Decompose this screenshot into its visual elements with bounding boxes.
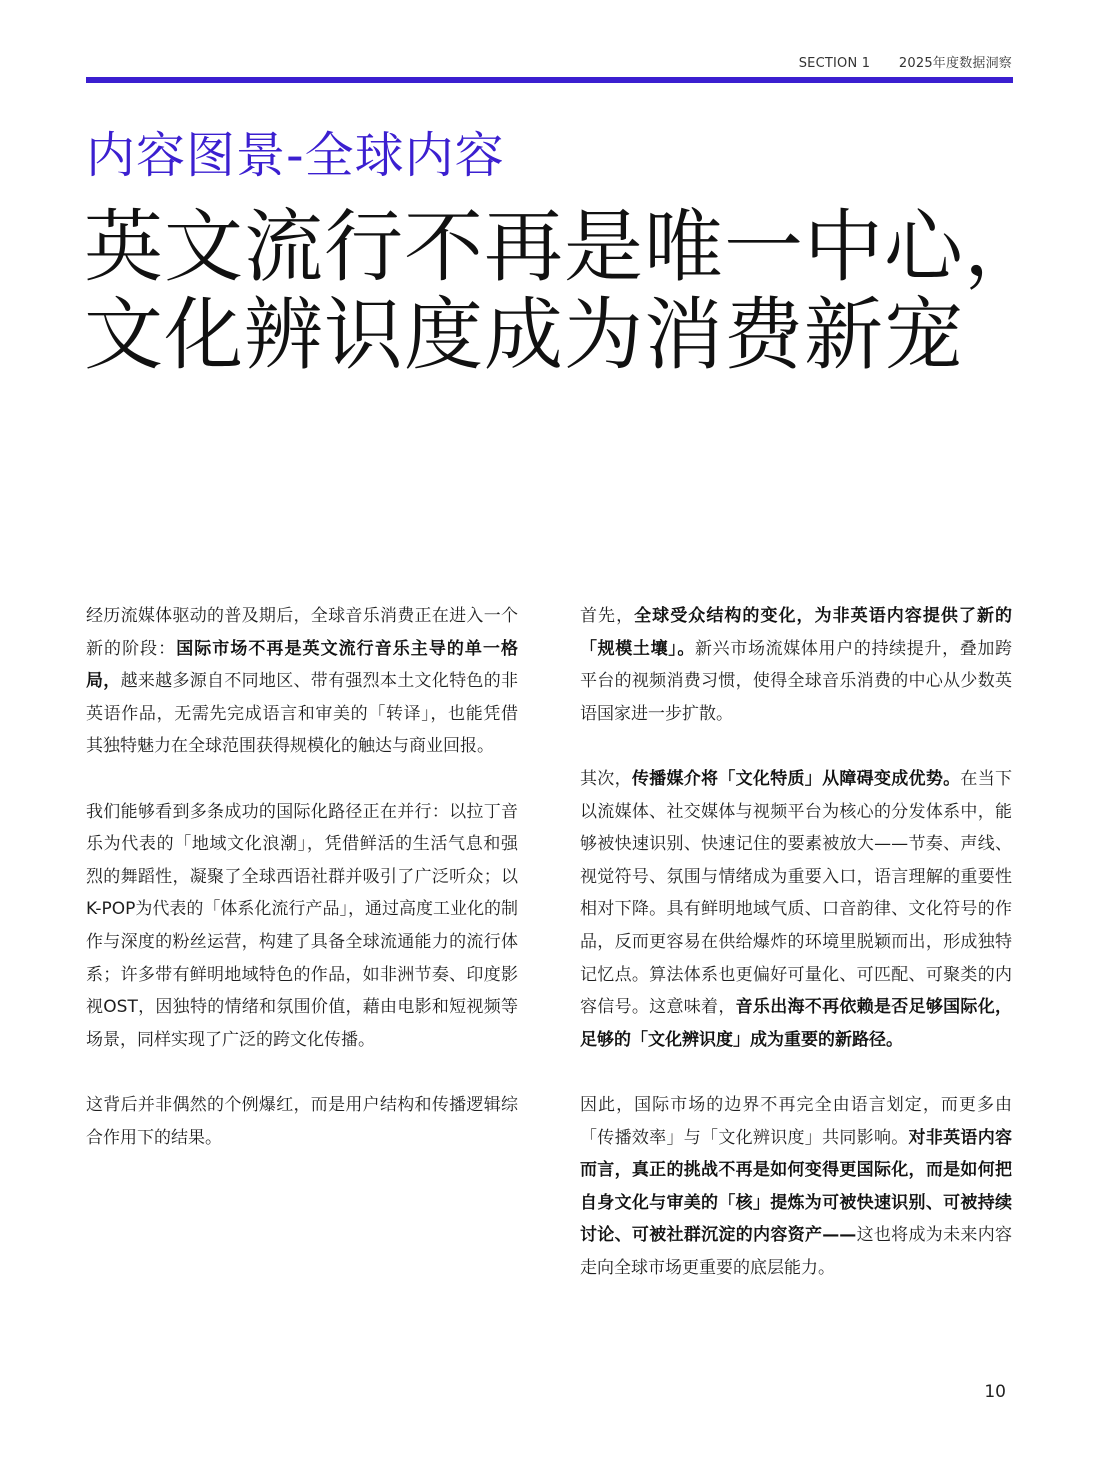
bold-text: 国际市场不再是英文流行音乐主导的单一格局，: [86, 638, 519, 692]
left-column: [86, 600, 518, 1187]
paragraph: [86, 600, 518, 763]
bold-text: 对非英语内容而言，真正的挑战不再是如何变得更国际化，而是如何把自身文化与审美的「核」提炼为可被快速识别、可被持续讨论、可被社群沉淀的内容资产——: [580, 1127, 1013, 1246]
page-header: [799, 52, 1012, 71]
body-text: 因此，国际市场的边界不再完全由语言划定，而更多由「传播效率」与「文化辨识度」共同影响。: [580, 1094, 1012, 1148]
body-text: 这也将成为未来内容走向全球市场更重要的底层能力。: [580, 1225, 1013, 1278]
body-text: 在当下以流媒体、社交媒体与视频平台为核心的分发体系中，能够被快速识别、快速记住的要素被放大——节奏、声线、视觉符号、氛围与情绪成为重要入口，语言理解的重要性相对下降。具有鲜明地域气质、口音韵律、文化符号的作品，反而更容易在供给爆炸的环境里脱颖而出，形成独特记忆点。算法体系也更偏好可量化、可匹配、可聚类的内容信号。这意味着，: [580, 768, 1013, 1018]
report-label: 2025年度数据洞察: [898, 56, 1012, 71]
page-number: 10: [984, 1382, 1006, 1402]
paragraph: [86, 796, 518, 1057]
paragraph: [580, 1089, 1012, 1285]
header-rule: [86, 77, 1013, 83]
right-column: [580, 600, 1012, 1317]
section-subtitle: 内容图景-全球内容: [86, 127, 505, 184]
bold-text: 音乐出海不再依赖是否足够国际化，足够的「文化辨识度」成为重要的新路径。: [580, 997, 1012, 1050]
bold-text: 传播媒介将「文化特质」从障碍变成优势。: [631, 768, 961, 789]
body-text: 这背后并非偶然的个例爆红，而是用户结构和传播逻辑综合作用下的结果。: [86, 1094, 518, 1148]
body-text: 我们能够看到多条成功的国际化路径正在并行：以拉丁音乐为代表的「地域文化浪潮」，凭借鲜活的生活气息和强烈的舞蹈性，凝聚了全球西语社群并吸引了广泛听众；以K-POP为代表的「体系化流行产品」，通过高度工业化的制作与深度的粉丝运营，构建了具备全球流通能力的流行体系；许多带有鲜明地域特色的作品，如非洲节奏、印度影视OST，因独特的情绪和氛围价值，藉由电影和短视频等场景，同样实现了广泛的跨文化传播。: [86, 801, 518, 1050]
body-text: 首先，: [580, 606, 635, 626]
section-label: SECTION 1: [798, 56, 871, 71]
paragraph: [580, 763, 1012, 1056]
page-title: [84, 203, 1044, 379]
title-line-2: 文化辨识度成为消费新宠: [84, 289, 964, 381]
paragraph: [86, 1089, 518, 1154]
bold-text: 全球受众结构的变化，为非英语内容提供了新的「规模土壤」。: [580, 606, 1013, 659]
body-text: 新兴市场流媒体用户的持续提升，叠加跨平台的视频消费习惯，使得全球音乐消费的中心从少数英语国家进一步扩散。: [580, 638, 1013, 724]
body-text: 其次，: [580, 768, 632, 789]
body-text: 越来越多源自不同地区、带有强烈本土文化特色的非英语作品，无需先完成语言和审美的「转译」，也能凭借其独特魅力在全球范围获得规模化的触达与商业回报。: [86, 671, 519, 757]
body-text: 经历流媒体驱动的普及期后，全球音乐消费正在进入一个新的阶段：: [86, 606, 518, 659]
title-line-1: 英文流行不再是唯一中心，: [84, 201, 1044, 293]
paragraph: [580, 600, 1012, 730]
